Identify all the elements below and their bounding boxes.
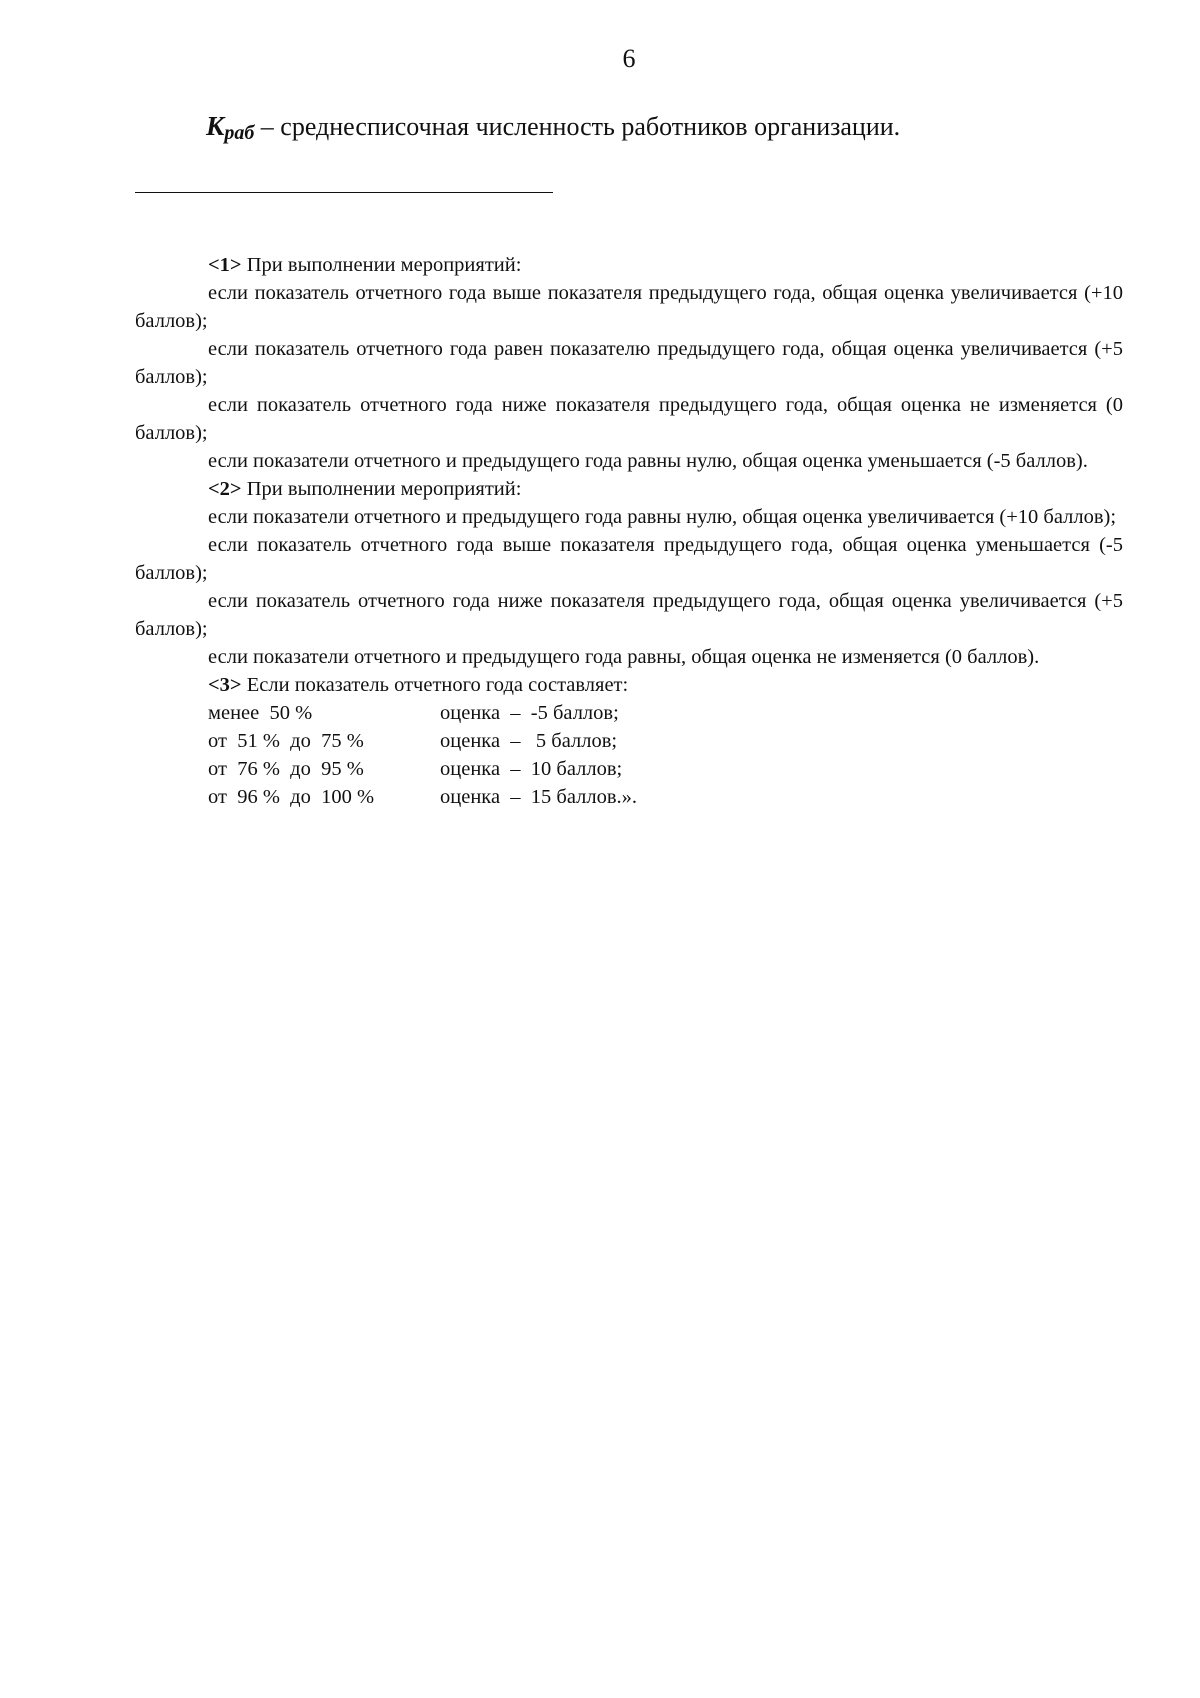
note-3-marker: <3> [208,674,242,696]
formula-symbol-main: К [206,111,225,141]
footnote-separator [135,192,553,193]
formula-symbol-subscript: раб [224,122,255,144]
score-scale-row [135,755,1123,783]
score-range: от 96 % до 100 % [208,786,375,808]
note-1-heading [135,251,1123,279]
note-2-item: если показатели отчетного и предыдущего года равны нулю, общая оценка увеличивается (+10 баллов); [208,506,1117,528]
note-2-title: При выполнении мероприятий: [241,478,522,500]
score-value: оценка – 5 баллов; [440,730,618,752]
note-1-marker: <1> [208,254,242,276]
score-range: от 76 % до 95 % [208,758,364,780]
footnotes [135,251,1123,811]
definition-line [206,110,900,149]
score-value: оценка – -5 баллов; [440,702,619,724]
score-value: оценка – 15 баллов.». [440,786,638,808]
note-2-item: если показатель отчетного года выше показателя предыдущего года, общая оценка уменьшается (-5 баллов); [135,534,1123,584]
note-2-heading [135,475,1123,503]
note-2-item: если показатель отчетного года ниже показателя предыдущего года, общая оценка увеличивается (+5 баллов); [135,590,1123,640]
note-1-item: если показатель отчетного года выше показателя предыдущего года, общая оценка увеличивается (+10 баллов); [135,282,1123,332]
note-3-heading [135,671,1123,699]
formula-symbol [206,111,255,144]
note-1-title: При выполнении мероприятий: [241,254,522,276]
note-1-item: если показатель отчетного года ниже показателя предыдущего года, общая оценка не изменяется (0 баллов); [135,394,1123,444]
score-scale-row [135,783,1123,811]
note-2-item: если показатели отчетного и предыдущего года равны, общая оценка не изменяется (0 баллов). [208,646,1040,668]
note-3-title: Если показатель отчетного года составляет: [241,674,629,696]
score-range: от 51 % до 75 % [208,730,364,752]
note-1-item: если показатель отчетного года равен показателю предыдущего года, общая оценка увеличивается (+5 баллов); [135,338,1123,388]
note-1-item: если показатели отчетного и предыдущего года равны нулю, общая оценка уменьшается (-5 баллов). [208,450,1088,472]
score-scale-row [135,727,1123,755]
score-value: оценка – 10 баллов; [440,758,623,780]
page-number: 6 [622,44,636,73]
note-2-marker: <2> [208,478,242,500]
score-scale [135,699,1123,811]
score-scale-row [135,699,1123,727]
definition-text: – среднесписочная численность работников организации. [254,112,901,141]
score-range: менее 50 % [208,702,313,724]
